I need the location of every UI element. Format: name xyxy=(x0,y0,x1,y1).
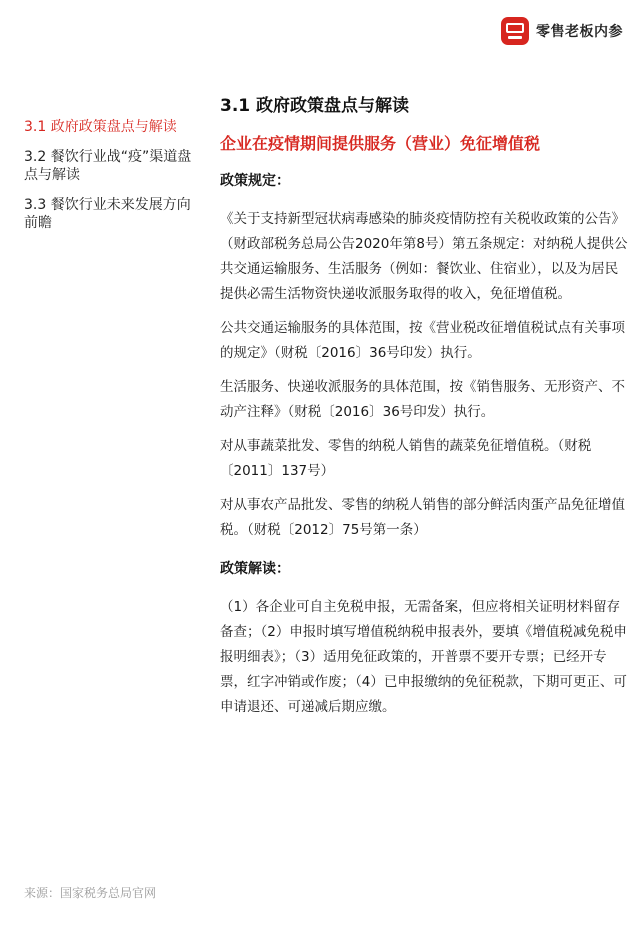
brand-logo xyxy=(501,17,623,45)
sidebar-toc xyxy=(24,118,199,244)
brand-badge-icon xyxy=(501,17,529,45)
policy-paragraph: 对从事农产品批发、零售的纳税人销售的部分鲜活肉蛋产品免征增值税。（财税〔2012〕75号第一条） xyxy=(220,497,625,538)
brand-name: 零售老板内参 xyxy=(536,24,623,40)
policy-paragraph: 《关于支持新型冠状病毒感染的肺炎疫情防控有关税收政策的公告》（财政部税务总局公告2020年第8号）第五条规定：对纳税人提供公共交通运输服务、生活服务（例如：餐饮业、住宿业），以及为居民提供必需生活物资快递收派服务取得的收入，免征增值税。 xyxy=(220,211,628,302)
main-content xyxy=(220,95,630,729)
policy-paragraph: 对从事蔬菜批发、零售的纳税人销售的蔬菜免征增值税。（财税〔2011〕137号） xyxy=(220,438,592,479)
section-title: 3.1 政府政策盘点与解读 xyxy=(220,96,410,116)
policy-heading: 政策规定： xyxy=(220,173,290,189)
sidebar-item-3-2[interactable]: 3.2 餐饮行业战“疫”渠道盘点与解读 xyxy=(24,149,192,183)
sidebar-item-3-3[interactable]: 3.3 餐饮行业未来发展方向前瞻 xyxy=(24,197,191,231)
source-note: 来源：国家税务总局官网 xyxy=(24,886,157,900)
sidebar-item-3-1[interactable]: 3.1 政府政策盘点与解读 xyxy=(24,119,177,135)
policy-paragraph: 公共交通运输服务的具体范围，按《营业税改征增值税试点有关事项的规定》（财税〔2016〕36号印发）执行。 xyxy=(220,320,625,361)
interpretation-heading: 政策解读： xyxy=(220,561,290,577)
policy-paragraph: 生活服务、快递收派服务的具体范围，按《销售服务、无形资产、不动产注释》（财税〔2016〕36号印发）执行。 xyxy=(220,379,625,420)
policy-subtitle: 企业在疫情期间提供服务（营业）免征增值税 xyxy=(220,134,541,153)
interpretation-paragraph: （1）各企业可自主免税申报，无需备案，但应将相关证明材料留存备查；（2）申报时填写增值税纳税申报表外，要填《增值税减免税申报明细表》；（3）适用免征政策的，开普票不要开专票；已经开专票，红字冲销或作废；（4）已申报缴纳的免征税款，下期可更正、可申请退还、可递减后期应缴。 xyxy=(220,599,627,715)
